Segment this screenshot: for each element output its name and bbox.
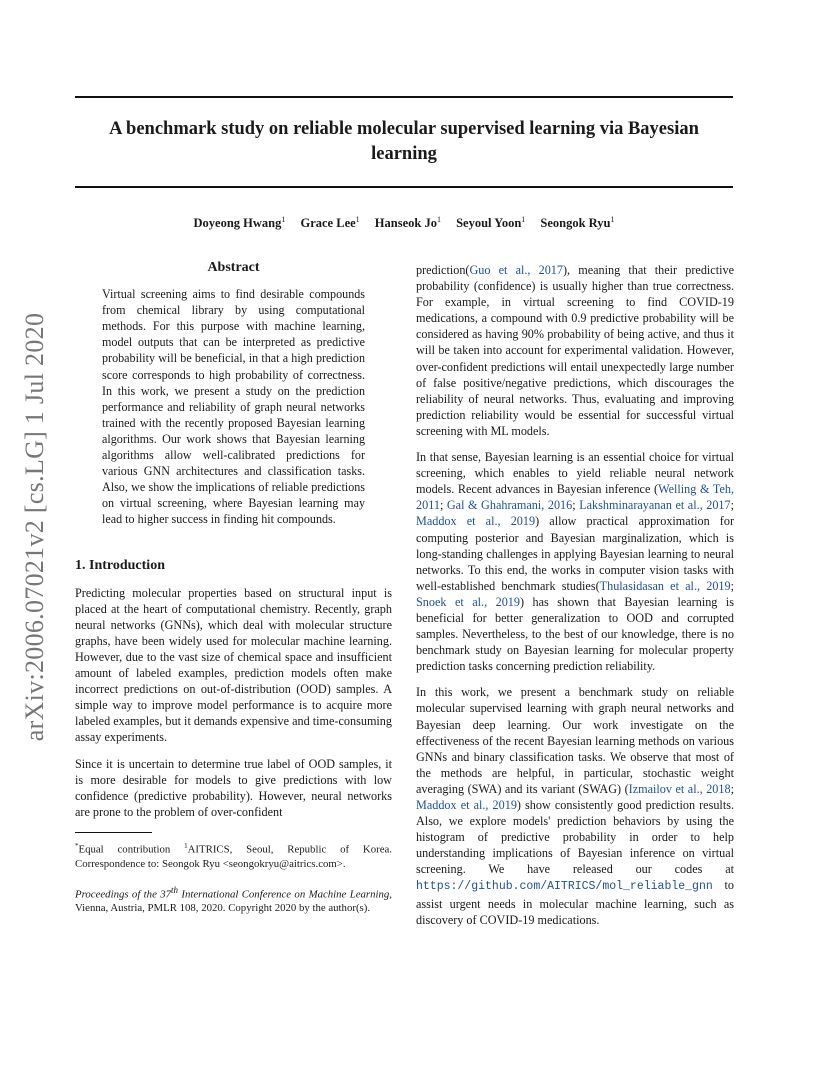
title-bottom-rule: [75, 186, 733, 188]
author-list: [75, 215, 733, 231]
citation-link[interactable]: Gal & Ghahramani, 2016: [446, 498, 573, 513]
author: Seongok Ryu$^1$: [540, 215, 615, 231]
intro-paragraph-1: Predicting molecular properties based on structural input is placed at the heart of computational chemistry. Recently, graph neural networks (GNNs), which deal with molecular structure graphs, have been widely used for molecular machine learning. However, due to the vast size of chemical space and insufficient amount of labeled examples, prediction models often make incorrect predictions on out-of-distribution (OOD) samples. A simple way to improve model performance is to acquire more labeled examples, but it demands expensive and time-consuming assay experiments.: [75, 585, 392, 745]
citation-link[interactable]: Thulasidasan et al., 2019: [599, 578, 731, 593]
citation-link[interactable]: Guo et al., 2017: [469, 263, 563, 277]
right-column: [416, 262, 734, 938]
author: Hanseok Jo$^1$: [374, 215, 441, 231]
left-column: [75, 260, 392, 915]
intro-paragraph-2: Since it is uncertain to determine true label of OOD samples, it is more desirable for models to give predictions with low confidence (predictive probability). However, neural networks are prone to the problem of over-confident: [75, 756, 392, 819]
code-url-link[interactable]: https://github.com/AITRICS/mol_reliable_gnn: [416, 880, 713, 894]
citation-link[interactable]: Maddox et al., 2019: [416, 798, 517, 812]
abstract-heading: Abstract: [207, 260, 260, 275]
author: Grace Lee$^1$: [300, 215, 360, 231]
citation-link[interactable]: Snoek et al., 2019: [416, 594, 520, 609]
body-paragraph-2: In that sense, Bayesian learning is an essential choice for virtual screening, which enables to yield reliable neural network models. Recent advances in Bayesian inference (Welling & Teh, 2011; Gal & Ghahramani, 2016; Lakshminarayanan et al., 2017; Maddox et al., 2019) allow practical approximation for computing posterior and Bayesian marginalization, which is long-standing challenges in applying Bayesian learning to neural networks. To this end, the works in computer vision tasks with well-established benchmark studies(Thulasidasan et al., 2019; Snoek et al., 2019) has shown that Bayesian learning is beneficial for better generalization to OOD and corrupted samples. Nevertheless, to the best of our knowledge, there is no benchmark study on Bayesian learning for molecular property prediction tasks concerning prediction reliability.: [416, 450, 735, 674]
top-rule: [75, 96, 733, 98]
author: Doyeong Hwang$^1$: [193, 215, 286, 231]
citation-link[interactable]: Lakshminarayanan et al., 2017: [579, 498, 731, 513]
intro-heading: 1. Introduction: [75, 557, 165, 573]
author: Seyoul Yoon$^1$: [456, 215, 526, 231]
citation-link[interactable]: Welling & Teh, 2011: [416, 482, 734, 513]
footnote: *Equal contribution $^1$AITRICS, Seoul, Republic of Korea. Correspondence to: Seongok Ryu <seongokryu@aitrics.com>.: [75, 841, 392, 870]
footnote-rule: [75, 832, 152, 833]
paper-title: A benchmark study on reliable molecular supervised learning via Bayesian learning: [109, 119, 699, 164]
citation-link[interactable]: Maddox et al., 2019: [416, 514, 536, 529]
citation-link[interactable]: Izmailov et al., 2018: [628, 781, 731, 796]
abstract-text: Virtual screening aims to find desirable compounds from chemical library by using computational methods. For this purpose with machine learning, model outputs that can be interpreted as predictive probability will be beneficial, in that a high prediction score corresponds to high probability of correctness. In this work, we present a study on the prediction performance and reliability of graph neural networks trained with the recently proposed Bayesian learning algorithms. Our work shows that Bayesian learning algorithms allow well-calibrated predictions for various GNN architectures and classification tasks. Also, we show the implications of reliable predictions on virtual screening, where Bayesian learning may lead to higher success in finding hit compounds.: [102, 287, 365, 527]
body-paragraph-3: In this work, we present a benchmark study on reliable molecular supervised learning with graph neural networks and Bayesian deep learning. Our work investigate on the effectiveness of the recent Bayesian learning methods on various GNNs and binary classification tasks. We observe that most of the methods are helpful, in particular, stochastic weight averaging (SWA) and its variant (SWAG) (Izmailov et al., 2018; Maddox et al., 2019) show consistently good prediction results. Also, we explore models' prediction behaviors by using the histogram of predictive probability in order to help understanding implications of Bayesian inference on virtual screening. We have released our codes at https://github.com/AITRICS/mol_reliable_gnn to assist urgent needs in molecular machine learning, such as discovery of COVID-19 medications.: [416, 685, 734, 927]
body-paragraph-1: prediction(Guo et al., 2017), meaning that their predictive probability (confidence) is usually higher than true correctness. For example, in virtual screening to find COVID-19 medications, a compound with 0.9 predictive probability will be considered as having 90% probability of being active, and thus it will be taken into account for experimental validation. However, over-confident predictions will entail unexpectedly large number of false positive/negative predictions, which discourages the reliability of neural networks. Thus, evaluating and improving prediction reliability would be essential for successful virtual screening with ML models.: [416, 263, 734, 438]
proceedings-note: Proceedings of the 37th International Conference on Machine Learning, Vienna, Austria, PMLR 108, 2020. Copyright 2020 by the author(s).: [75, 884, 392, 915]
arxiv-sidebar-stamp: arXiv:2006.07021v2 [cs.LG] 1 Jul 2020: [20, 312, 49, 742]
